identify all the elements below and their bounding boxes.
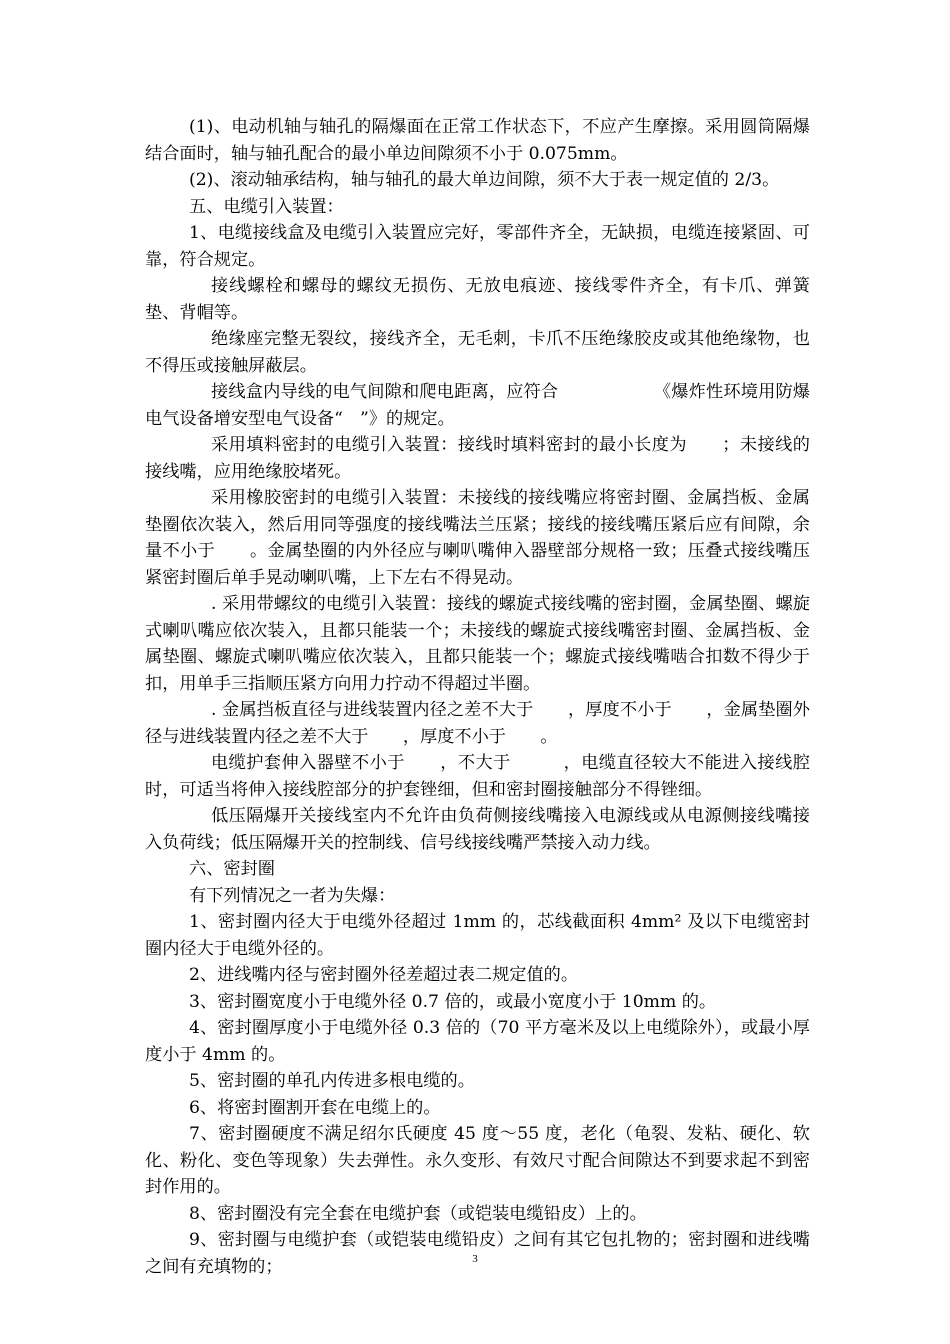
list-item-2: 2、进线嘴内径与密封圈外径差超过表二规定值的。 <box>189 965 579 985</box>
section-heading-seal-ring: 六、密封圈 <box>189 859 275 879</box>
section-heading-cable-entry: 五、电缆引入装置： <box>189 196 344 217</box>
list-item-4: 4、密封圈厚度小于电缆外径 0.3 倍的（70 平方毫米及以上电缆除外），或最小厚度小于 4mm 的。 <box>145 1018 810 1065</box>
list-item-3: 3、密封圈宽度小于电缆外径 0.7 倍的，或最小宽度小于 10mm 的。 <box>189 991 717 1012</box>
paragraph-junction-box: 1、电缆接线盒及电缆引入装置应完好，零部件齐全，无缺损，电缆连接紧固、可靠，符合规定。 <box>145 223 810 270</box>
paragraph-creepage-distance: 接线盒内导线的电气间隙和爬电距离，应符合 《爆炸性环境用防爆电气设备增安型电气设备“ ”》的规定。 <box>145 382 810 429</box>
paragraph-metal-baffle: . 金属挡板直径与进线装置内径之差不大于 ，厚度不小于 ，金属垫圈外径与进线装置内径之差不大于 ，厚度不小于 。 <box>145 700 810 747</box>
paragraph-cable-sheath: 电缆护套伸入器壁不小于 ，不大于 ，电缆直径较大不能进入接线腔时，可适当将伸入接线腔部分的护套锉细，但和密封圈接触部分不得锉细。 <box>145 753 810 800</box>
list-item-5: 5、密封圈的单孔内传进多根电缆的。 <box>189 1071 475 1091</box>
document-body <box>145 114 828 1280</box>
paragraph-rolling-bearing: (2)、滚动轴承结构，轴与轴孔的最大单边间隙，须不大于表一规定值的 2/3。 <box>189 170 780 190</box>
paragraph-insulation-base: 绝缘座完整无裂纹，接线齐全，无毛刺，卡爪不压绝缘胶皮或其他绝缘物，也不得压或接触屏蔽层。 <box>145 329 810 376</box>
list-item-8: 8、密封圈没有完全套在电缆护套（或铠装电缆铅皮）上的。 <box>189 1203 647 1224</box>
paragraph-threaded-entry: . 采用带螺纹的电缆引入装置：接线的螺旋式接线嘴的密封圈，金属垫圈、螺旋式喇叭嘴应依次装入，且都只能装一个；未接线的螺旋式接线嘴密封圈、金属挡板、金属垫圈、螺旋式喇叭嘴应依次装入，且都只能装一个；螺旋式接线嘴啮合扣数不得少于 扣，用单手三指顺压紧方向用力拧动不得超过半圈。 <box>145 594 828 694</box>
paragraph-low-voltage-switch: 低压隔爆开关接线室内不允许由负荷侧接线嘴接入电源线或从电源侧接线嘴接入负荷线；低压隔爆开关的控制线、信号线接线嘴严禁接入动力线。 <box>145 806 810 853</box>
paragraph-rubber-seal: 采用橡胶密封的电缆引入装置：未接线的接线嘴应将密封圈、金属挡板、金属垫圈依次装入，然后用同等强度的接线嘴法兰压紧；接线的接线嘴压紧后应有间隙，余量不小于 。金属垫圈的内外径应与喇叭嘴伸入器壁部分规格一致；压叠式接线嘴压紧密封圈后单手晃动喇叭嘴，上下左右不得晃动。 <box>145 488 810 588</box>
list-item-9: 9、密封圈与电缆护套（或铠装电缆铅皮）之间有其它包扎物的；密封圈和进线嘴之间有充填物的； <box>145 1230 810 1277</box>
list-item-6: 6、将密封圈割开套在电缆上的。 <box>189 1097 441 1118</box>
paragraph-terminal-bolts: 接线螺栓和螺母的螺纹无损伤、无放电痕迹、接线零件齐全，有卡爪、弹簧垫、背帽等。 <box>145 276 810 323</box>
paragraph-failure-intro: 有下列情况之一者为失爆： <box>189 885 396 906</box>
page-number: 3 <box>472 1253 478 1265</box>
list-item-1: 1、密封圈内径大于电缆外径超过 1mm 的，芯线截面积 4mm² 及以下电缆密封圈内径大于电缆外径的。 <box>145 912 810 959</box>
paragraph-motor-shaft-clearance: (1)、电动机轴与轴孔的隔爆面在正常工作状态下，不应产生摩擦。采用圆筒隔爆结合面时，轴与轴孔配合的最小单边间隙须不小于 0.075mm。 <box>145 117 810 164</box>
paragraph-filler-seal: 采用填料密封的电缆引入装置：接线时填料密封的最小长度为 ；未接线的接线嘴，应用绝缘胶堵死。 <box>145 435 810 482</box>
list-item-7: 7、密封圈硬度不满足绍尔氏硬度 45 度～55 度，老化（龟裂、发粘、硬化、软化、粉化、变色等现象）失去弹性。永久变形、有效尺寸配合间隙达不到要求起不到密封作用的。 <box>145 1124 810 1197</box>
